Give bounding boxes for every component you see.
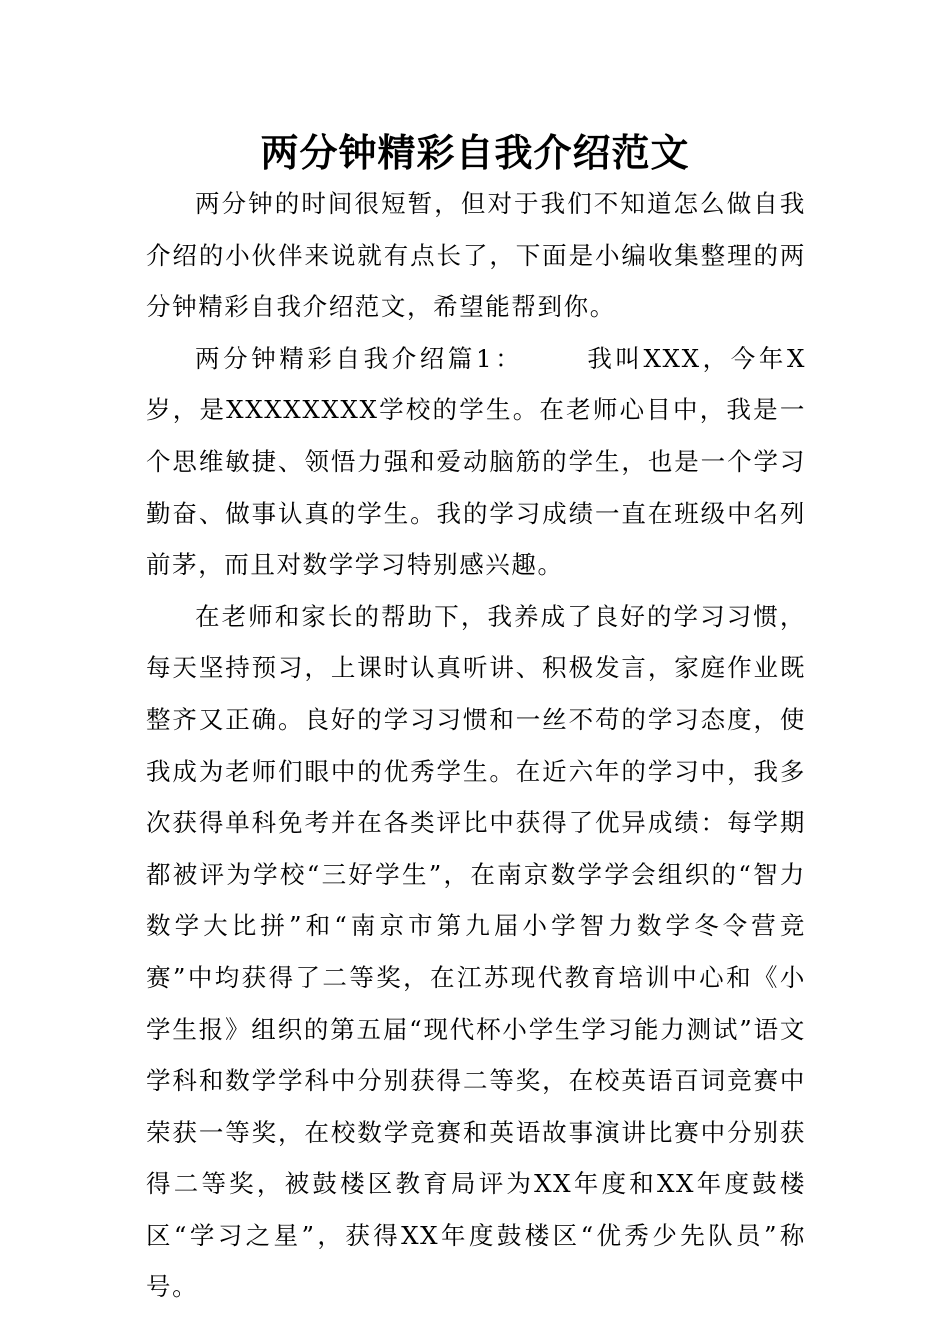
document-title: 两分钟精彩自我介绍范文 <box>260 130 690 175</box>
self-intro-paragraph-text: 我叫XXX，今年X岁，是XXXXXXXX学校的学生。在老师心目中，我是一个思维敏捷、领悟力强和爱动脑筋的学生，也是一个学习勤奋、做事认真的学生。我的学习成绩一直在班级中名列前茅，而且对数学学习特别感兴趣。 <box>146 343 806 580</box>
intro-paragraph <box>146 178 806 333</box>
achievements-paragraph <box>146 591 806 1313</box>
achievements-paragraph-text: 在老师和家长的帮助下，我养成了良好的学习习惯，每天坚持预习，上课时认真听讲、积极发言，家庭作业既整齐又正确。良好的学习习惯和一丝不苟的学习态度，使我成为老师们眼中的优秀学生。在近六年的学习中，我多次获得单科免考并在各类评比中获得了优异成绩：每学期都被评为学校“三好学生”，在南京数学学会组织的“智力数学大比拼”和“南京市第九届小学智力数学冬令营竞赛”中均获得了二等奖，在江苏现代教育培训中心和《小学生报》组织的第五届“现代杯小学生学习能力测试”语文学科和数学学科中分别获得二等奖，在校英语百词竞赛中荣获一等奖，在校数学竞赛和英语故事演讲比赛中分别获得二等奖，被鼓楼区教育局评为XX年度和XX年度鼓楼区“学习之星”，获得XX年度鼓楼区“优秀少先队员”称号。 <box>146 601 806 1302</box>
section-heading: 两分钟精彩自我介绍篇1： <box>195 343 524 373</box>
self-intro-paragraph <box>146 333 806 591</box>
intro-paragraph-text: 两分钟的时间很短暂，但对于我们不知道怎么做自我介绍的小伙伴来说就有点长了，下面是小编收集整理的两分钟精彩自我介绍范文，希望能帮到你。 <box>146 189 806 322</box>
document-body <box>146 178 806 1313</box>
